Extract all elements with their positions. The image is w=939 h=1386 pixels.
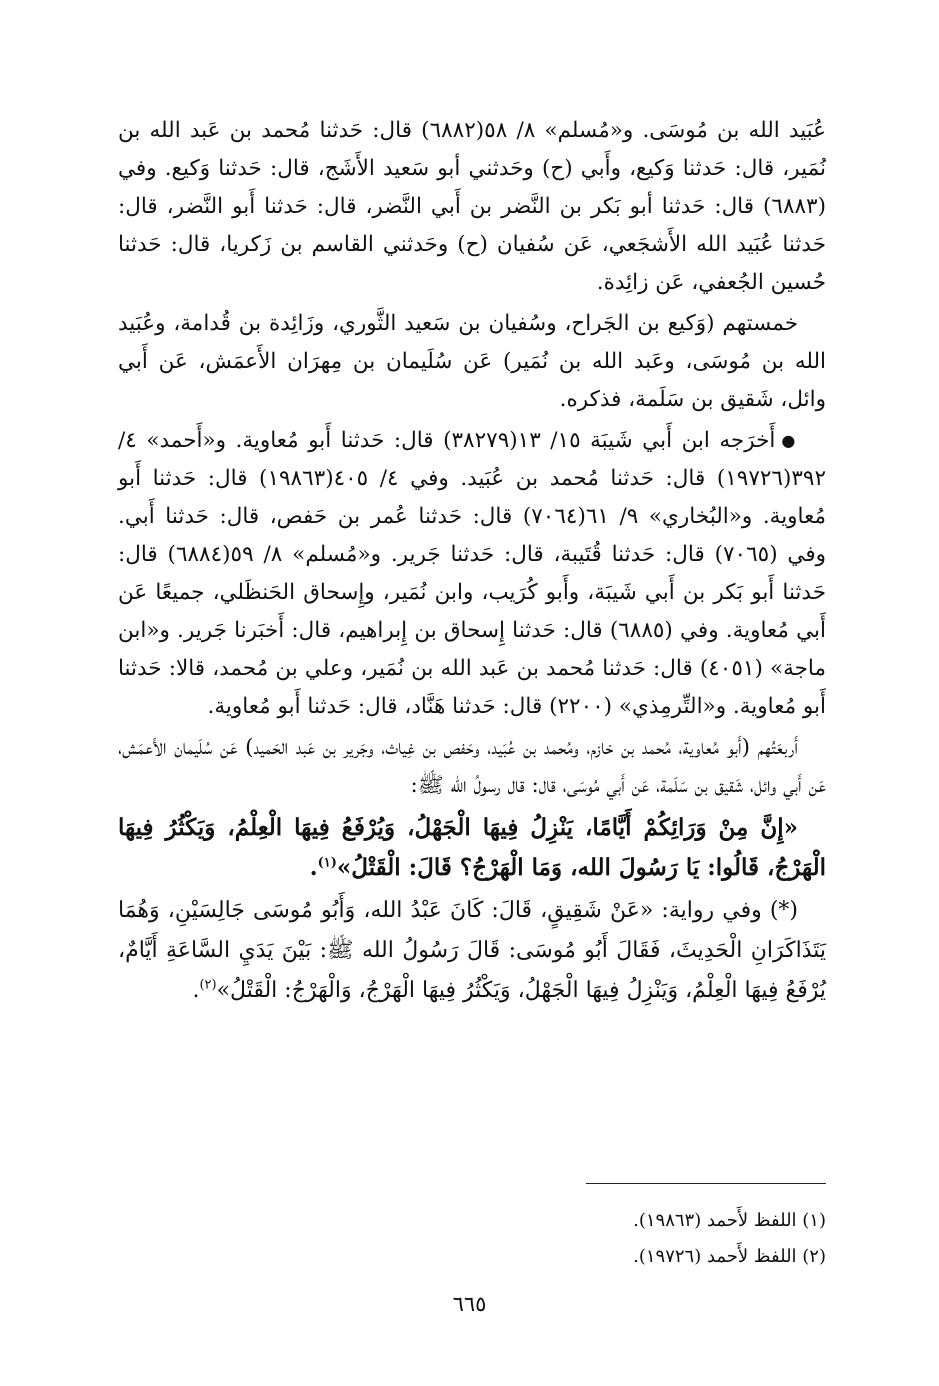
footnote-divider bbox=[586, 1183, 826, 1184]
hadith-text bbox=[118, 808, 826, 888]
riwaya-text bbox=[118, 891, 826, 1011]
footnote-ref-1: (١) bbox=[317, 855, 337, 871]
takhrij-text: أَخرَجه ابن أَبي شَيبَة ١٥/ ١٣(٣٨٢٧٩) قال: حَدثنا أَبو مُعاوية. و«أَحمد» ٤/ ٣٩٢(١٩٧٢٦) قال: حَدثنا مُحمد بن عُبَيد. وفي ٤/ ٤٠٥(١٩٨٦٣) قال: حَدثنا أَبو مُعاوية. و«البُخاري» ٩/ ٦١(٧٠٦٤) قال: حَدثنا عُمر بن حَفص، قال: حَدثنا أَبي. وفي (٧٠٦٥) قال: حَدثنا قُتَيبة، قال: حَدثنا جَرير. و«مُسلم» ٨/ ٥٩(٦٨٨٤) قال: حَدثنا أَبو بَكر بن أَبي شَيبَة، وأَبو كُرَيب، وابن نُمَير، وإِسحاق الحَنظَلي، جميعًا عَن أَبي مُعاوية. وفي (٦٨٨٥) قال: حَدثنا إِسحاق بن إِبراهيم، قال: أَخبَرنا جَرير. و«ابن ماجة» (٤٠٥١) قال: حَدثنا مُحمد بن عَبد الله بن نُمَير، وعلي بن مُحمد، قالا: حَدثنا أَبو مُعاوية. و«التِّرمِذي» (٢٢٠٠) قال: حَدثنا هَنَّاد، قال: حَدثنا أَبو مُعاوية. bbox=[118, 428, 827, 719]
hadith-period: . bbox=[309, 854, 318, 881]
paragraph-takhrij bbox=[118, 422, 826, 726]
footnote-1: (١) اللفظ لأَحمد (١٩٨٦٣). bbox=[633, 1210, 826, 1231]
bullet-icon: ● bbox=[781, 431, 799, 450]
footnote-ref-2: (٢) bbox=[199, 977, 217, 993]
main-text bbox=[118, 112, 826, 1014]
footnote-2: (٢) اللفظ لأَحمد (١٩٧٢٦). bbox=[633, 1246, 826, 1267]
riwaya-matn: (*) وفي رواية: «عَنْ شَقِيقٍ، قَالَ: كَانَ عَبْدُ الله، وَأَبُو مُوسَى جَالِسَيْنِ، وَهُمَا يَتَذَاكَرَانِ الْحَدِيثَ، فَقَالَ أَبُو مُوسَى: قَالَ رَسُولُ الله ﷺ: بَيْنَ يَدَيِ السَّاعَةِ أَيَّامٌ، يُرْفَعُ فِيهَا الْعِلْمُ، وَيَنْزِلُ فِيهَا الْجَهْلُ، وَيَكْثُرُ فِيهَا الْهَرْجُ، وَالْهَرْجُ: الْقَتْلُ» bbox=[118, 898, 826, 1003]
riwaya-period: . bbox=[192, 978, 200, 1003]
paragraph-isnad-summary-2: أَربعَتُهم (أَبو مُعاوية، مُحمد بن خازم، ومُحمد بن عُبَيد، وحَفص بن غِياث، وجَرير بن عَبد الحَميد) عَن سُلَيمان الأَعمَش، عَن أَبي وائل، شَقيق بن سَلَمة، عَن أَبي مُوسَى، قال: قال رسولُ الله ﷺ: bbox=[118, 735, 826, 798]
paragraph-isnad-summary-1: خمستهم (وَكيع بن الجَراح، وسُفيان بن سَعيد الثَّوري، وزَائِدة بن قُدامة، وعُبَيد الله بن مُوسَى، وعَبد الله بن نُمَير) عَن سُلَيمان بن مِهرَان الأَعمَش، عَن أَبي وائل، شَقيق بن سَلَمة، فذكره. bbox=[118, 311, 826, 412]
page-number: ٦٦٥ bbox=[452, 1292, 487, 1316]
footnotes bbox=[326, 1203, 826, 1275]
paragraph-isnad-1: عُبَيد الله بن مُوسَى. و«مُسلم» ٨/ ٥٨(٦٨٨٢) قال: حَدثنا مُحمد بن عَبد الله بن نُمَير، قال: حَدثنا وَكيع، وأَبي (ح) وحَدثني أبو سَعيد الأَشَج، قال: حَدثنا وَكيع. وفي (٦٨٨٣) قال: حَدثنا أبو بَكر بن النَّضر بن أَبي النَّضر، قال: حَدثنا أَبو النَّضر، قال: حَدثنا عُبَيد الله الأَشجَعي، عَن سُفيان (ح) وحَدثني القاسم بن زَكريا، قال: حَدثنا حُسين الجُعفي، عَن زائِدة. bbox=[118, 118, 826, 295]
hadith-matn: «إِنَّ مِنْ وَرَائِكُمْ أَيَّامًا، يَنْزِلُ فِيهَا الْجَهْلُ، وَيُرْفَعُ فِيهَا الْعِلْمُ، وَيَكْثُرُ فِيهَا الْهَرْجُ، قَالُوا: يَا رَسُولَ الله، وَمَا الْهَرْجُ؟ قَالَ: الْقَتْلُ» bbox=[118, 814, 826, 881]
